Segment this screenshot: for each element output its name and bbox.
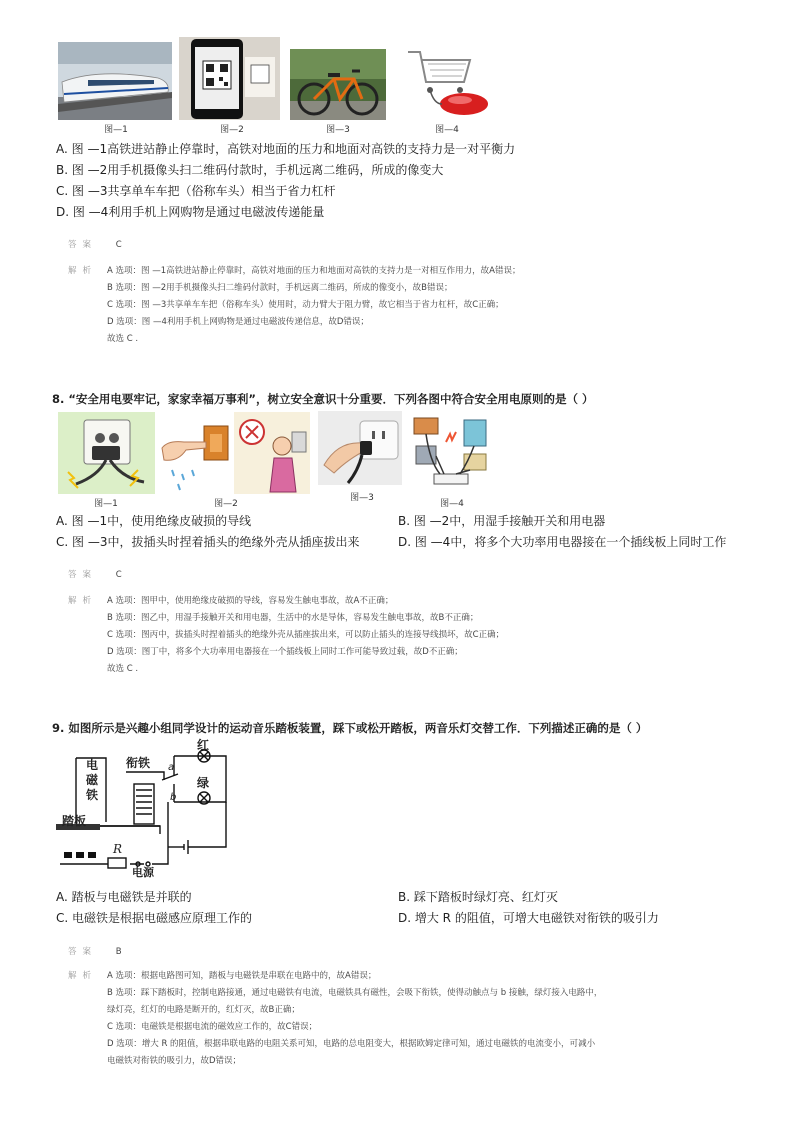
- q9-answer: B: [115, 947, 122, 957]
- q9-option-a: A. 踏板与电磁铁是并联的: [56, 890, 192, 904]
- q8-caption-2: 图—2: [214, 499, 238, 509]
- circuit-label-armature: 衔铁: [126, 756, 151, 770]
- q8-caption-3: 图—3: [350, 493, 374, 503]
- q8-caption-4: 图—4: [440, 499, 464, 509]
- q7-answer-row: [68, 237, 122, 254]
- q7-caption-1: 图—1: [104, 125, 128, 135]
- circuit-label-green: 绿: [197, 776, 210, 790]
- q9-title: 9. 如图所示是兴趣小组同学设计的运动音乐踏板装置，踩下或松开踏板，两音乐灯交替工作．下列描述正确的是（ ）: [52, 721, 648, 735]
- circuit-label-source: 电源: [132, 866, 154, 879]
- q8-title: 8. “安全用电要牢记，家家幸福万事利”，树立安全意识十分重要．下列各图中符合安全用电原则的是（ ）: [52, 392, 594, 406]
- circuit-label-electromagnet: 电磁铁: [86, 758, 99, 802]
- analysis-line: C 选项：图 —3共享单车车把（俗称车头）使用时，动力臂大于阻力臂，故它相当于省力杠杆，故C正确；: [107, 300, 504, 310]
- q8-figure-2-wet-hand-switch: [158, 412, 232, 494]
- q7-answer: C: [115, 240, 122, 250]
- q8-figure-4-overloaded-strip: [410, 412, 492, 494]
- analysis-line: 故选 C .: [107, 664, 139, 674]
- q8-figure-2-cartoon-cross: [234, 412, 310, 494]
- q7-option-a: A. 图 —1高铁进站静止停靠时，高铁对地面的压力和地面对高铁的支持力是一对平衡力: [56, 142, 516, 156]
- q8-analysis-label: 解析: [68, 596, 98, 606]
- q7-figure-3-shared-bike: [290, 49, 386, 120]
- q9-option-b: B. 踩下踏板时绿灯亮、红灯灭: [398, 890, 558, 904]
- analysis-line: C 选项：电磁铁是根据电流的磁效应工作的，故C错误；: [107, 1022, 318, 1032]
- q7-caption-2: 图—2: [220, 125, 244, 135]
- q7-caption-4: 图—4: [435, 125, 459, 135]
- q8-option-c: C. 图 —3中，拔插头时捏着插头的绝缘外壳从插座拔出来: [56, 535, 360, 549]
- answer-label: 答案: [68, 240, 98, 250]
- q7-figure-2-phone-qr: [179, 37, 280, 120]
- q8-figure-1-damaged-wire: [58, 412, 155, 494]
- q9-analysis-label: 解析: [68, 971, 98, 981]
- analysis-line: 故选 C .: [107, 334, 139, 344]
- q8-option-a: A. 图 —1中，使用绝缘皮破损的导线: [56, 514, 252, 528]
- analysis-line: B 选项：图 —2用手机摄像头扫二维码付款时，手机远离二维码，所成的像变小，故B错误；: [107, 283, 453, 293]
- q9-circuit-diagram: [56, 736, 246, 878]
- q8-answer-row: [68, 567, 122, 584]
- circuit-label-r: R: [113, 842, 123, 856]
- analysis-line: B 选项：踩下踏板时，控制电路接通，通过电磁铁有电流，电磁铁具有磁性，会吸下衔铁，使得动触点与 b 接触，绿灯接入电路中，: [107, 988, 603, 998]
- q7-option-c: C. 图 —3共享单车车把（俗称车头）相当于省力杠杆: [56, 184, 336, 198]
- analysis-line: A 选项：图甲中，使用绝缘皮破损的导线，容易发生触电事故，故A不正确；: [107, 596, 394, 606]
- q8-option-d: D. 图 —4中，将多个大功率用电器接在一个插线板上同时工作: [398, 535, 727, 549]
- q8-option-b: B. 图 —2中，用湿手接触开关和用电器: [398, 514, 606, 528]
- q9-analysis: [107, 968, 602, 1070]
- q8-caption-1: 图—1: [94, 499, 118, 509]
- answer-label: 答案: [68, 570, 98, 580]
- q9-answer-row: [68, 944, 122, 961]
- analysis-line: D 选项：图丁中，将多个大功率用电器接在一个插线板上同时工作可能导致过载，故D不正确；: [107, 647, 463, 657]
- q7-option-d: D. 图 —4利用手机上网购物是通过电磁波传递能量: [56, 205, 325, 219]
- analysis-line: D 选项：图 —4利用手机上网购物是通过电磁波传递信息，故D错误；: [107, 317, 369, 327]
- analysis-line: A 选项：图 —1高铁进站静止停靠时，高铁对地面的压力和地面对高铁的支持力是一对相互作用力，故A错误；: [107, 266, 521, 276]
- q7-analysis-label: 解析: [68, 266, 98, 276]
- circuit-label-b: b: [170, 792, 177, 803]
- q7-caption-3: 图—3: [326, 125, 350, 135]
- analysis-line: A 选项：根据电路图可知，踏板与电磁铁是串联在电路中的，故A错误；: [107, 971, 377, 981]
- q8-figure-3-unplug: [318, 411, 402, 485]
- q7-figure-1-train: [58, 42, 172, 120]
- q9-option-d: D. 增大 R 的阻值，可增大电磁铁对衔铁的吸引力: [398, 911, 659, 925]
- circuit-label-a: a: [168, 762, 175, 773]
- analysis-line: B 选项：图乙中，用湿手接触开关和用电器，生活中的水是导体，容易发生触电事故，故B不正确；: [107, 613, 479, 623]
- q8-answer: C: [115, 570, 122, 580]
- circuit-label-pedal: 踏板: [62, 814, 87, 828]
- q8-analysis: [107, 593, 504, 678]
- analysis-line: C 选项：图丙中，拔插头时捏着插头的绝缘外壳从插座拔出来，可以防止插头的连接导线损坏，故C正确；: [107, 630, 505, 640]
- q7-figure-4-cart-mouse: [398, 42, 494, 120]
- q7-analysis: [107, 263, 520, 348]
- analysis-line: D 选项：增大 R 的阻值，根据串联电路的电阻关系可知，电路的总电阻变大，根据欧姆定律可知，通过电磁铁的电流变小，可减小: [107, 1039, 596, 1049]
- answer-label: 答案: [68, 947, 98, 957]
- q7-option-b: B. 图 —2用手机摄像头扫二维码付款时，手机远离二维码，所成的像变大: [56, 163, 444, 177]
- circuit-label-red: 红: [197, 738, 210, 752]
- analysis-line: 绿灯亮，红灯的电路是断开的，红灯灭，故B正确；: [107, 1005, 300, 1015]
- q9-option-c: C. 电磁铁是根据电磁感应原理工作的: [56, 911, 253, 925]
- analysis-line: 电磁铁对衔铁的吸引力，故D错误；: [107, 1056, 242, 1066]
